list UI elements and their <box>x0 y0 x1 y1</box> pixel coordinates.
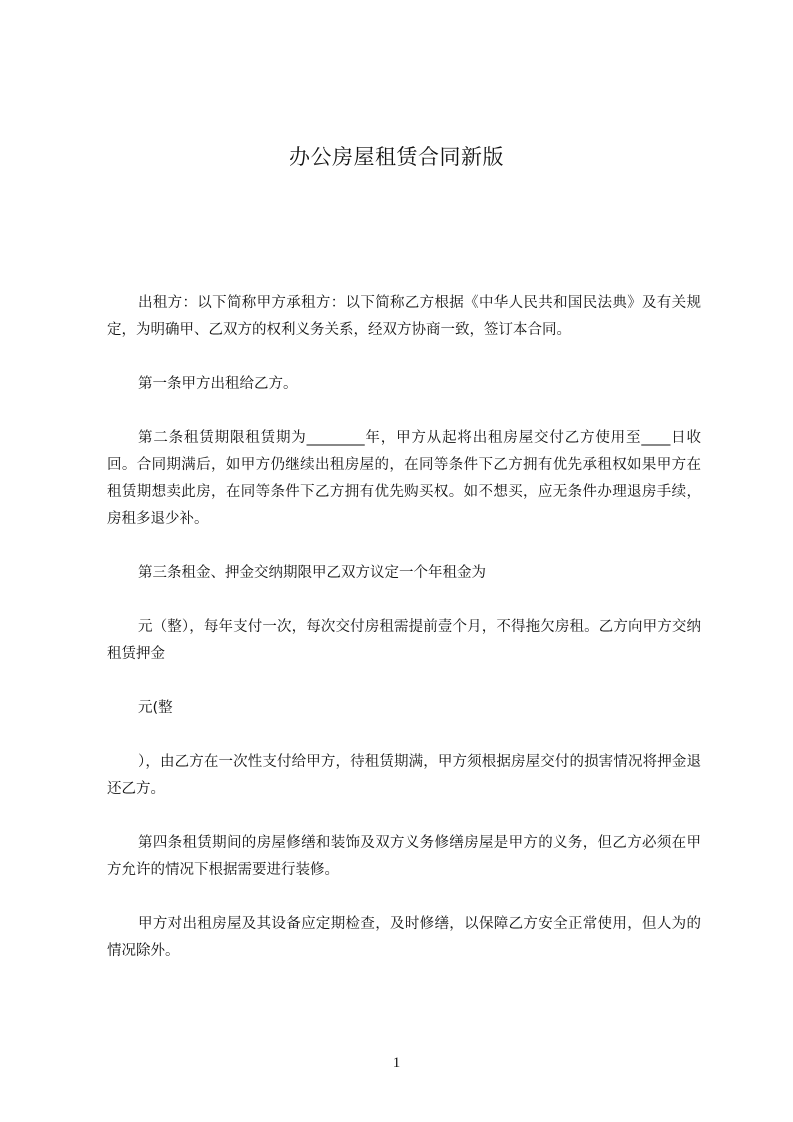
document-body <box>107 290 701 992</box>
paragraph-rent-payment: 元（整），每年支付一次，每次交付房租需提前壹个月，不得拖欠房租。乙方向甲方交纳租赁押金 <box>107 619 701 662</box>
paragraph-article-4: 第四条租赁期间的房屋修缮和装饰及双方义务修缮房屋是甲方的义务，但乙方必须在甲方允许的情况下根据需要进行装修。 <box>107 835 701 878</box>
paragraph-deposit-return: ），由乙方在一次性支付给甲方，待租赁期满，甲方须根据房屋交付的损害情况将押金退还乙方。 <box>107 754 701 797</box>
paragraph-inspection: 甲方对出租房屋及其设备应定期检查，及时修缮，以保障乙方安全正常使用，但人为的情况除外。 <box>107 916 701 959</box>
document-title: 办公房屋租赁合同新版 <box>289 145 504 169</box>
paragraph-article-3: 第三条租金、押金交纳期限甲乙双方议定一个年租金为 <box>138 565 486 581</box>
paragraph-deposit-amount: 元(整 <box>138 700 173 716</box>
page-number: 1 <box>392 1055 401 1071</box>
paragraph-article-1: 第一条甲方出租给乙方。 <box>138 376 298 392</box>
paragraph-parties: 出租方：以下简称甲方承租方：以下简称乙方根据《中华人民共和国民法典》及有关规定，为明确甲、乙双方的权利义务关系，经双方协商一致，签订本合同。 <box>107 295 701 338</box>
paragraph-article-2: 第二条租赁期限租赁期为________年，甲方从起将出租房屋交付乙方使用至____日收回。合同期满后，如甲方仍继续出租房屋的，在同等条件下乙方拥有优先承租权如果甲方在租赁期想卖此房，在同等条件下乙方拥有优先购买权。如不想买，应无条件办理退房手续，房租多退少补。 <box>107 430 701 527</box>
